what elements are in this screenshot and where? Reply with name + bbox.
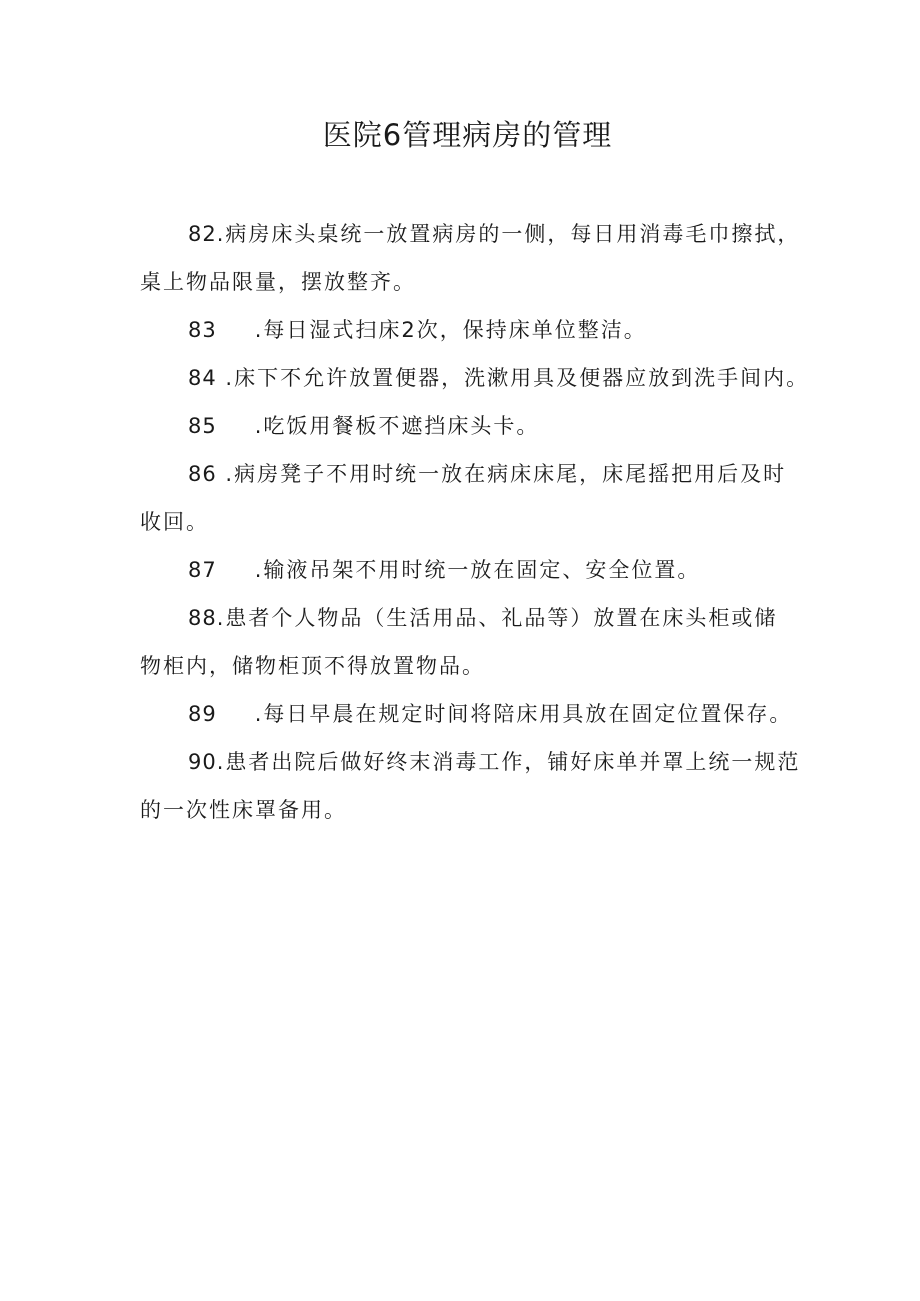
item-text: .病房凳子不用时统一放在病床床尾，床尾摇把用后及时 (225, 462, 787, 486)
item-text-continued: 收回。 (140, 510, 209, 534)
list-item (140, 738, 810, 834)
item-text: .患者出院后做好终末消毒工作，铺好床单并罩上统一规范 (216, 750, 801, 774)
item-text-continued: 桌上物品限量，摆放整齐。 (140, 270, 416, 294)
rules-list (140, 210, 810, 834)
item-text: .床下不允许放置便器，洗漱用具及便器应放到洗手间内。 (225, 366, 810, 390)
list-item (140, 402, 810, 450)
list-item (140, 354, 810, 402)
item-text-continued: 物柜内，储物柜顶不得放置物品。 (140, 654, 485, 678)
item-text: .病房床头桌统一放置病房的一侧，每日用消毒毛巾擦拭， (216, 222, 801, 246)
item-number: 84 (188, 366, 217, 390)
item-number: 86 (188, 462, 217, 486)
list-item (140, 306, 810, 354)
list-item (140, 690, 810, 738)
item-text-continued: 的一次性床罩备用。 (140, 798, 347, 822)
item-number: 88 (188, 606, 217, 630)
item-number: 90 (188, 750, 217, 774)
item-number: 82 (188, 222, 217, 246)
item-number: 85 (188, 414, 217, 438)
item-text: .吃饭用餐板不遮挡床头卡。 (254, 414, 540, 438)
item-text: .每日早晨在规定时间将陪床用具放在固定位置保存。 (254, 702, 793, 726)
list-item (140, 450, 810, 546)
item-text: .患者个人物品（生活用品、礼品等）放置在床头柜或储 (216, 606, 778, 630)
item-number: 83 (188, 318, 217, 342)
list-item (140, 210, 810, 306)
list-item (140, 594, 810, 690)
item-number: 87 (188, 558, 217, 582)
item-text: .每日湿式扫床2次，保持床单位整洁。 (254, 318, 647, 342)
page-title: 医院6管理病房的管理 (322, 118, 613, 152)
item-text: .输液吊架不用时统一放在固定、安全位置。 (254, 558, 701, 582)
item-number: 89 (188, 702, 217, 726)
list-item (140, 546, 810, 594)
